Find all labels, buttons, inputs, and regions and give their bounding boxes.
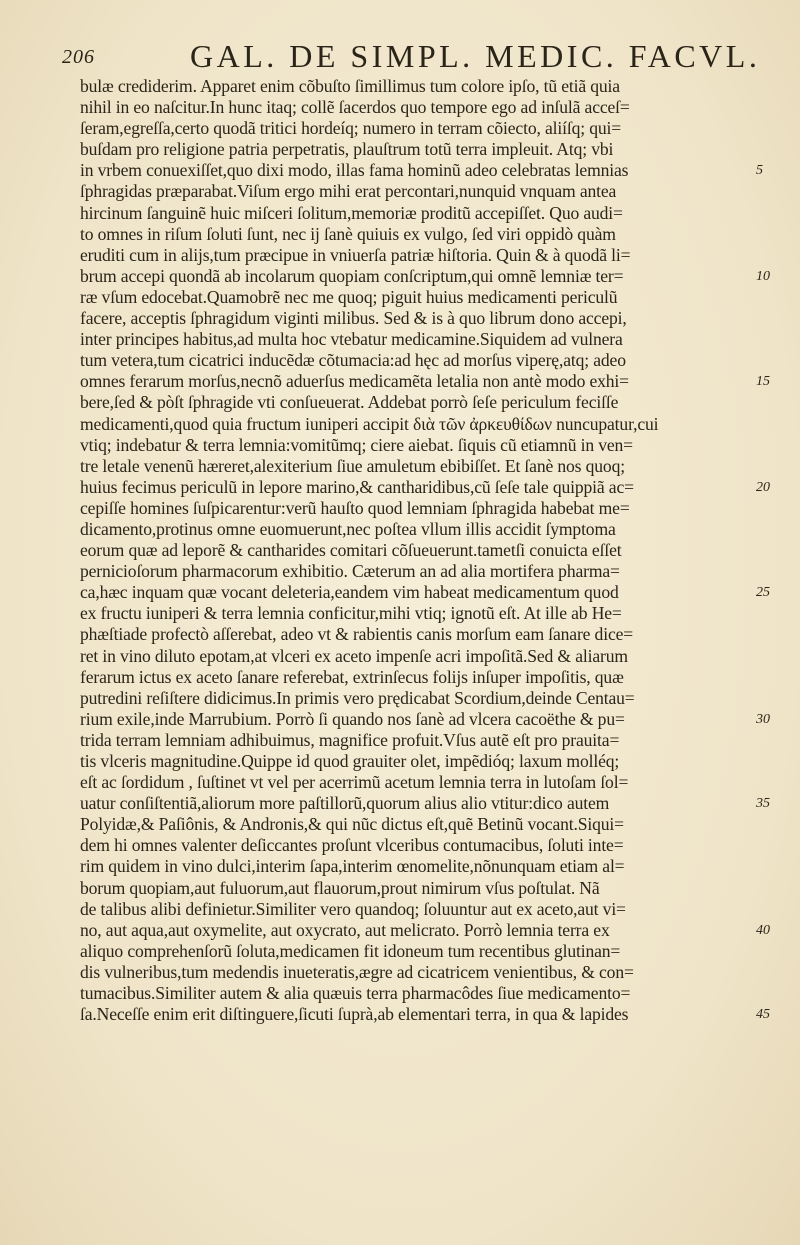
text-line: ca,hæc inquam quæ vocant deleteria,eandem vim habeat medicamentum quod bbox=[80, 582, 619, 603]
text-line: bere,ſed & pòſt ſphragide vti conſueuerat. Addebat porrò ſeſe periculum feciſſe bbox=[80, 392, 619, 413]
text-line: omnes ferarum morſus,necnõ aduerſus medicamẽta letalia non antè modo exhi= bbox=[80, 371, 629, 392]
text-line: in vrbem conuexiſſet,quo dixi modo, illas fama hominũ adeo celebratas lemnias bbox=[80, 160, 629, 181]
text-line: ferarum ictus ex aceto ſanare referebat, extrinſecus folijs inſuper impoſitis, quæ bbox=[80, 666, 624, 687]
text-line: aliquo comprehenſorũ ſoluta,medicamen fit idoneum tum recentibus glutinan= bbox=[80, 940, 621, 961]
text-line: dicamento,protinus omne euomuerunt,nec poſtea vllum illis accidit ſymptoma bbox=[80, 518, 616, 539]
text-line: ret in vino diluto epotam,at vlceri ex aceto impenſe acri impoſitã.Sed & aliarum bbox=[80, 645, 628, 666]
text-line: inter principes habitus,ad multa hoc vtebatur medicamine.Siquidem ad vulnera bbox=[80, 329, 623, 350]
page-header bbox=[60, 38, 761, 78]
text-line: hircinum ſanguinẽ huic miſceri ſolitum,memoriæ proditũ accepiſſet. Quo audi= bbox=[80, 202, 623, 223]
text-line: tre letale venenũ hæreret,alexiterium ſiue amuletum ebibiſſet. Et ſanè nos quoq; bbox=[80, 455, 625, 476]
text-line: eſt ac ſordidum , ſuſtinet vt vel per acerrimũ acetum lemnia terra in lutoſam ſol= bbox=[80, 772, 629, 793]
margin-number: 10 bbox=[756, 268, 770, 284]
text-line: ſeram,egreſſa,certo quodã tritici hordeíq; numero in terram cõiecto, aliíſq; qui= bbox=[80, 118, 622, 139]
text-line: to omnes in riſum ſoluti ſunt, nec ij ſanè quiuis ex vulgo, ſed viri oppidò quàm bbox=[80, 223, 616, 244]
text-line: phæſtiade profectò aſſerebat, adeo vt & rabientis canis morſum eam ſanare dice= bbox=[80, 624, 634, 645]
text-line: uatur conſiſtentiã,aliorum more paſtillorũ,quorum alius alio vtitur:dico autem bbox=[80, 793, 610, 814]
text-line: facere, acceptis ſphragidum viginti milibus. Sed & is à quo librum dono accepi, bbox=[80, 308, 627, 329]
text-line: putredini reſiſtere didicimus.In primis vero prędicabat Scordium,deinde Centau= bbox=[80, 687, 635, 708]
text-line: cepiſſe homines ſuſpicarentur:verũ hauſto quod lemniam ſphragida habebat me= bbox=[80, 497, 630, 518]
text-line: ſa.Neceſſe enim erit diſtinguere,ſicuti ſuprà,ab elementari terra, in qua & lapides bbox=[80, 1004, 629, 1025]
text-line: rim quidem in vino dulci,interim ſapa,interim œnomelite,nõnunquam etiam al= bbox=[80, 856, 625, 877]
text-line: eruditi cum in aliјs,tum præcipue in vniuerſa patriæ hiſtoria. Quin & à quodã li= bbox=[80, 244, 631, 265]
text-line: borum quopiam,aut fuluorum,aut flauorum,prout nimirum vſus poſtulat. Nã bbox=[80, 877, 600, 898]
margin-number: 20 bbox=[756, 479, 770, 495]
text-line: tum vetera,tum cicatrici inducẽdæ cõtumacia:ad hęc ad morſus viperę,atq; adeo bbox=[80, 350, 626, 371]
margin-number: 15 bbox=[756, 374, 770, 390]
margin-number: 5 bbox=[756, 163, 763, 179]
text-line: medicamenti,quod quia fructum iuniperi accipit διὰ τῶν ἀρκευθίδων nuncupatur,cui bbox=[80, 413, 659, 434]
margin-number: 30 bbox=[756, 712, 770, 727]
text-line: de talibus alibi definietur.Similiter vero quandoq; ſoluuntur aut ex aceto,aut vi= bbox=[80, 898, 626, 919]
text-line: bulæ crediderim. Apparet enim cõbuſto ſimillimus tum colore ipſo, tũ etiã quia bbox=[80, 76, 620, 96]
text-line: huius fecimus periculũ in lepore marino,& cantharidibus,cũ ſeſe tale quippiã ac= bbox=[80, 476, 634, 497]
text-line: no, aut aqua,aut oxymelite, aut oxycrato, aut melicrato. Porrò lemnia terra ex bbox=[80, 919, 610, 940]
text-line: dis vulneribus,tum medendis inueteratis,ægre ad cicatricem venientibus, & con= bbox=[80, 961, 634, 982]
text-line: vtiq; indebatur & terra lemnia:vomitũmq; ciere aiebat. ſiquis cũ etiamnũ in ven= bbox=[80, 434, 633, 455]
text-line: dem hi omnes valenter deſiccantes proſunt vlceribus contumacibus, ſoluti inte= bbox=[80, 835, 624, 856]
margin-number: 35 bbox=[756, 796, 770, 812]
text-line: eorum quæ ad leporẽ & cantharides comitari cõſueuerunt.tametſi conuicta eſſet bbox=[80, 540, 622, 561]
text-line: nihil in eo naſcitur.In hunc itaq; collẽ ſacerdos quo tempore ego ad inſulã acceſ= bbox=[80, 97, 630, 118]
text-line: trida terram lemniam adhibuimus, magnifice profuit.Vſus autẽ eſt pro prauita= bbox=[80, 729, 620, 750]
text-line: tis vlceris magnitudine.Quippe id quod grauiter olet, impẽdióq; laxum molléq; bbox=[80, 751, 620, 771]
text-line: buſdam pro religione patria perpetratis, plauſtrum totũ terra impleuit. Atq; vbi bbox=[80, 139, 614, 160]
margin-number: 25 bbox=[756, 585, 770, 601]
text-line: pernicioſorum pharmacorum exhibitio. Cæterum an ad alia mortifera pharma= bbox=[80, 561, 620, 582]
text-line: Polyidæ,& Paſiônis, & Andronis,& qui nũc dictus eſt,quẽ Betinũ vocant.Siqui= bbox=[80, 814, 624, 835]
text-line: brum accepi quondã ab incolarum quopiam conſcriptum,qui omnẽ lemniæ ter= bbox=[80, 265, 624, 286]
margin-number: 40 bbox=[756, 923, 770, 938]
running-head: GAL. DE SIMPL. MEDIC. FACVL. bbox=[190, 38, 761, 74]
text-line: tumacibus.Similiter autem & alia quæuis terra pharmacôdes ſiue medicamento= bbox=[80, 983, 631, 1004]
text-line: ex fructu iuniperi & terra lemnia conficitur,mihi vtiq; ignotũ eſt. At ille ab He= bbox=[80, 603, 622, 624]
margin-number: 45 bbox=[756, 1007, 770, 1023]
page-number: 206 bbox=[62, 46, 95, 68]
text-line: ſphragidas præparabat.Viſum ergo mihi erat percontari,nunquid vnquam antea bbox=[80, 181, 617, 202]
body-text bbox=[80, 76, 748, 1025]
text-line: ræ vſum edocebat.Quamobrẽ nec me quoq; piguit huius medicamenti periculũ bbox=[80, 286, 618, 307]
text-line: rium exile,inde Marrubium. Porrò ſi quando nos ſanè ad vlcera cacoëthe & pu= bbox=[80, 708, 625, 729]
